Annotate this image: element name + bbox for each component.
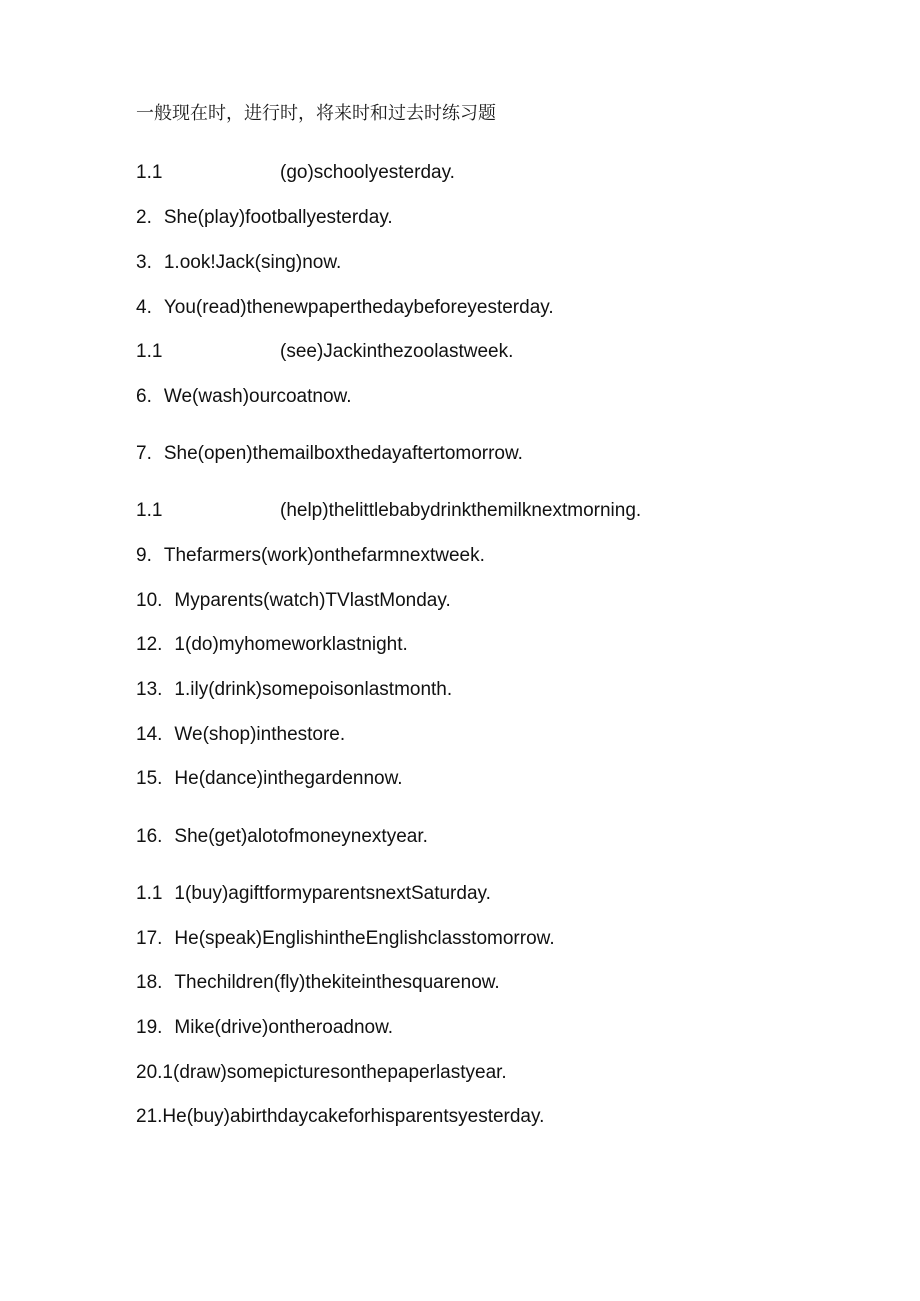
exercise-number: 12. [136, 634, 163, 655]
exercise-text: Thefarmers(work)onthefarmnextweek. [163, 545, 485, 566]
exercise-number: 17. [136, 928, 163, 949]
exercise-text: Thechildren(fly)thekiteinthesquarenow. [174, 972, 500, 993]
exercise-number: 14. [136, 724, 163, 745]
exercise-number: 3. [136, 252, 152, 273]
exercise-item [136, 296, 554, 320]
exercise-number: 19. [136, 1017, 163, 1038]
exercise-text: Myparents(watch)TVlastMonday. [174, 590, 451, 611]
exercise-item [136, 340, 514, 364]
exercise-item [136, 678, 452, 702]
exercise-item [136, 825, 428, 849]
exercise-number: 15. [136, 768, 163, 789]
exercise-item [136, 385, 351, 409]
exercise-item [136, 161, 455, 185]
exercise-item [136, 206, 393, 230]
exercise-number: 1.1 [136, 500, 163, 521]
exercise-text: 1(do)myhomeworklastnight. [174, 634, 408, 655]
exercise-item [136, 1061, 507, 1085]
exercise-text: She(open)themailboxthedayaftertomorrow. [163, 443, 523, 464]
exercise-text: (help)thelittlebabydrinkthemilknextmorning. [280, 500, 642, 521]
exercise-item [136, 633, 408, 657]
exercise-text: She(play)footballyesterday. [163, 207, 393, 228]
exercise-text: He(dance)inthegardennow. [174, 768, 403, 789]
exercise-number: 1.1 [136, 162, 163, 183]
exercise-text: We(shop)inthestore. [174, 724, 346, 745]
exercise-number: 10. [136, 590, 163, 611]
exercise-item [136, 442, 523, 466]
page-title: 一般现在时，进行时，将来时和过去时练习题 [136, 103, 496, 124]
exercise-number: 2. [136, 207, 152, 228]
exercise-text: You(read)thenewpaperthedaybeforeyesterday. [163, 297, 554, 318]
exercise-text: She(get)alotofmoneynextyear. [174, 826, 428, 847]
exercise-item [136, 927, 555, 951]
exercise-item [136, 589, 451, 613]
exercise-number: 21. [136, 1106, 163, 1127]
exercise-item [136, 767, 403, 791]
exercise-text: He(buy)abirthdaycakeforhisparentsyesterday. [162, 1106, 545, 1127]
exercise-number: 6. [136, 386, 152, 407]
exercise-text: Mike(drive)ontheroadnow. [174, 1017, 394, 1038]
exercise-item [136, 1016, 393, 1040]
exercise-number: 16. [136, 826, 163, 847]
exercise-item [136, 971, 500, 995]
exercise-number: 20. [136, 1062, 163, 1083]
exercise-number: 1.1 [136, 341, 163, 362]
exercise-text: (see)Jackinthezoolastweek. [280, 341, 514, 362]
exercise-number: 1.1 [136, 883, 163, 904]
exercise-item [136, 251, 341, 275]
exercise-item [136, 882, 491, 906]
exercise-text: 1(draw)somepicturesonthepaperlastyear. [162, 1062, 507, 1083]
exercise-text: We(wash)ourcoatnow. [163, 386, 352, 407]
exercise-item [136, 499, 642, 523]
exercise-text: 1.ook!Jack(sing)now. [163, 252, 342, 273]
exercise-number: 18. [136, 972, 163, 993]
exercise-text: 1(buy)agiftformyparentsnextSaturday. [174, 883, 491, 904]
exercise-text: (go)schoolyesterday. [280, 162, 455, 183]
exercise-text: 1.ily(drink)somepoisonlastmonth. [174, 679, 453, 700]
exercise-number: 13. [136, 679, 163, 700]
exercise-number: 9. [136, 545, 152, 566]
exercise-number: 7. [136, 443, 152, 464]
exercise-item [136, 1105, 544, 1129]
exercise-text: He(speak)EnglishintheEnglishclasstomorrow. [174, 928, 555, 949]
exercise-number: 4. [136, 297, 152, 318]
exercise-item [136, 544, 485, 568]
exercise-item [136, 723, 345, 747]
